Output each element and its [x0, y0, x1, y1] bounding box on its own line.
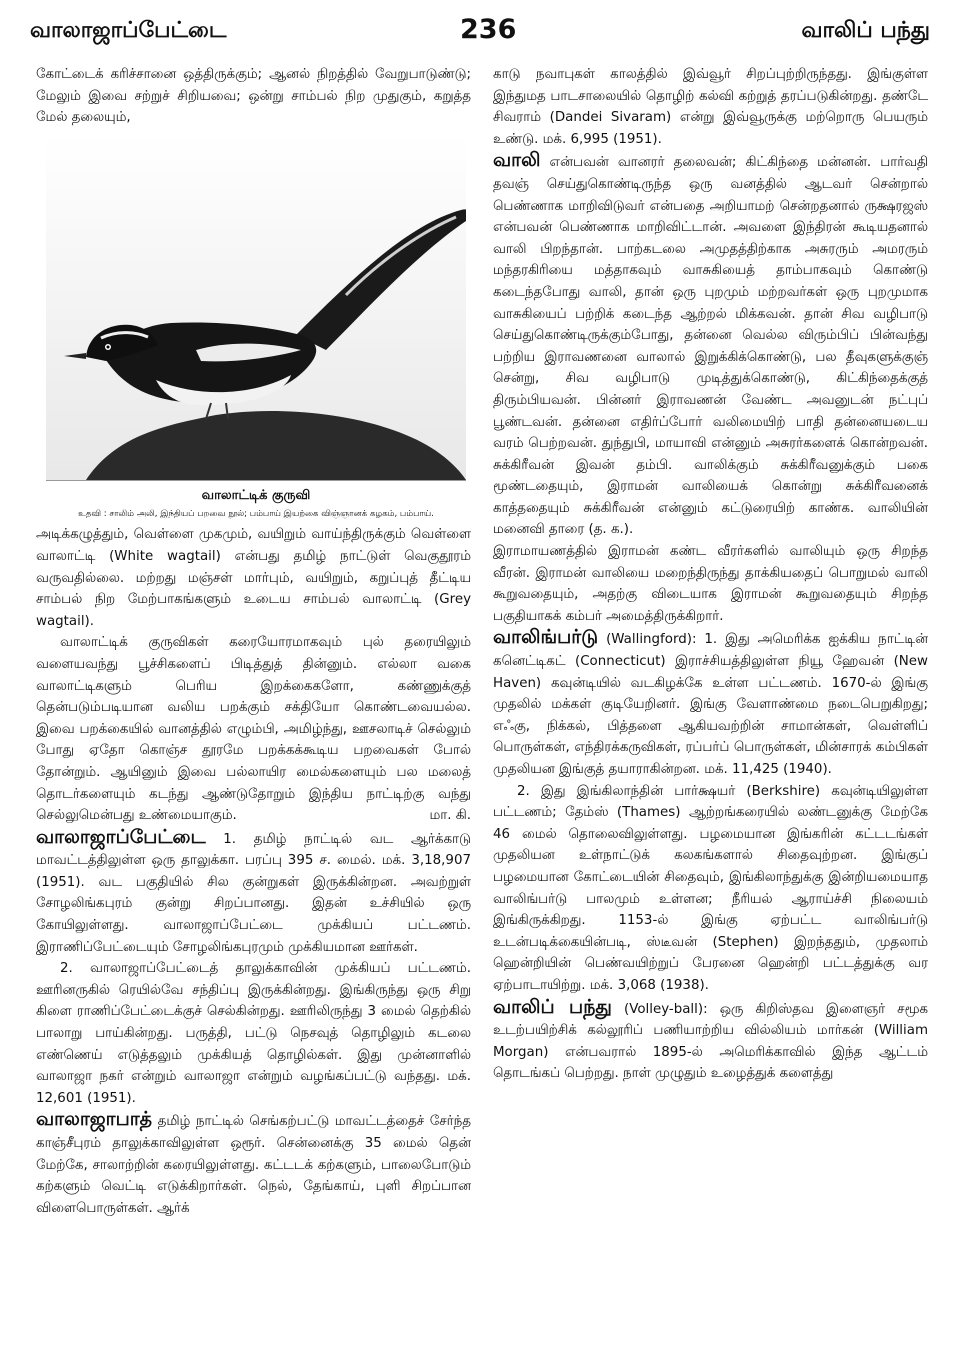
intro-paragraph: கோட்டைக் கரிச்சானை ஒத்திருக்கும்; ஆனல் நிறத்தில் வேறுபாடுண்டு; மேலும் இவை சற்றுச் சிறியவை; ஒன்று சாம்பல் நிற முதுகும், கறுத்த மேல் தலையும்,: [36, 67, 471, 126]
paragraph-wagtail-habits: [36, 632, 471, 826]
figure-credit: உதவி : சாலிம் அலி, இந்தியப் பறவை நூல்; பம்பாய் இயற்கை விஞ்ஞானக் கழகம், பம்பாய்.: [78, 509, 434, 520]
entry-text: (Wallingford): 1. இது அமெரிக்க ஐக்கிய நாட்டின் கனெட்டிகட் (Connecticut) இராச்சியத்திலுள்ள நியூ ஹேவன் (New Haven) கவுன்டியில் வடகிழக்கே உள்ள பட்டணம். 1670-ல் இங்கு முதலில் மக்கள் குடியேறினர். இங்கு வேளாண்மை நடைபெறுகிறது; எஃகு, நிக்கல், பித்தளை ஆகியவற்றின் சாமான்கள், வெள்ளிப் பொருள்கள், எந்திரக்கருவிகள், ரப்பர்ப் பொருள்கள், மின்சாரக் கம்பிகள் முதலியன இங்குத் தயாராகின்றன. மக். 11,425 (1940).: [493, 632, 928, 777]
entry-headword: வாலாஜாப்பேட்டை: [36, 825, 206, 848]
entry-vali: [493, 150, 928, 541]
figure-caption: வாலாட்டிக் குருவி: [201, 487, 311, 503]
bird-figure: [46, 135, 466, 521]
entry-headword: வாலிப் பந்து: [493, 995, 612, 1018]
entry-walajabad: [36, 1109, 471, 1219]
running-head-left: வாலாஜாப்பேட்டை: [30, 18, 227, 43]
right-column: [493, 64, 928, 1085]
page-header: [30, 14, 930, 54]
entry-walajabad-continued: காடு நவாபுகள் காலத்தில் இவ்வூர் சிறப்புற்றிருந்தது. இங்குள்ள இந்துமத பாடசாலையில் தொழிற் கல்வி கற்றுத் தரப்படுகின்றது. தண்டே சிவராம் (Dandei Sivaram) என்று இவ்வூருக்கு மற்றொரு பெயரும் உண்டு. மக். 6,995 (1951).: [493, 67, 928, 147]
entry-wallingford-england: 2. இது இங்கிலாந்தின் பார்க்ஷயர் (Berkshire) கவுன்டியிலுள்ள பட்டணம்; தேம்ஸ் (Thames) ஆற்றங்கரையில் லண்டனுக்கு மேற்கே 46 மைல் தொலைவிலுள்ளது. பழமையான இங்கரின் கட்டடங்கள் முதலியன உள்நாட்டுக் கலகங்களால் சிதைவுற்றன. இங்குப் பழமையான கோட்டையின் சிதைவும், இங்கிலாந்துக்கு இன்றியமையாத வாலிங்பர்டு பாலமும் உள்ளன; நீரியல் ஆராய்ச்சி நிலையம் இங்கிருக்கிறது. 1153-ல் இங்கு ஏற்பட்ட வாலிங்பர்டு உடன்படிக்கையின்படி, ஸ்டீவன் (Stephen) இறந்ததும், முதலாம் ஹென்றியின் பெண்வயிற்றுப் பேரனை ஹென்றி பட்டத்துக்கு வர ஏற்பாடாயிற்று. மக். 3,068 (1938).: [493, 783, 928, 993]
entry-walajapet: [36, 827, 471, 959]
page-number: 236: [460, 14, 517, 45]
author-signature: மா. கி.: [429, 808, 471, 824]
entry-wallingford: [493, 627, 928, 780]
wagtail-bird-image: [46, 135, 466, 480]
entry-text: தமிழ் நாட்டில் செங்கற்பட்டு மாவட்டத்தைச் சேர்ந்த காஞ்சீபுரம் தாலுக்காவிலுள்ள ஒரூர். சென்னைக்கு 35 மைல் தென் மேற்கே, சாலாற்றின் கரையிலுள்ளது. கட்டடக் கற்களும், பாலைபோடும் கற்களும் வெட்டி எடுக்கிறார்கள். நெல், தேங்காய், புளி சிறப்பான விளைபொருள்கள். ஆர்க்: [36, 1114, 471, 1216]
entry-text: 1. தமிழ் நாட்டில் வட ஆர்க்காடு மாவட்டத்திலுள்ள ஒரு தாலுக்கா. பரப்பு 395 ச. மைல். மக். 3,18,907 (1951). வட பகுதியில் சில குன்றுகள் இருக்கின்றன. அவற்றுள் சோழலிங்கபுரம் குன்று சிறப்பானது. இதன் உச்சியில் ஒரு கோயிலுள்ளது. வாலாஜாப்பேட்டை முக்கியப் பட்டணம். இராணிப்பேட்டையும் சோழலிங்கபுரமும் முக்கியமான ஊர்கள்.: [36, 831, 471, 955]
entry-text: என்பவன் வானரர் தலைவன்; கிட்கிந்தை மன்னன். பார்வதி தவஞ் செய்துகொண்டிருந்த ஒரு வனத்தில் ஆடவர் சென்றால் பெண்ணாக மாறிவிடுவர் என்பதை அறியாமற் சென்றதனால் ருக்ஷரஜஸ் என்பவன் பெண்ணாக மாறிவிட்டான். அவளை இந்திரன் கூடியதனால் வாலி பிறந்தான். பாற்கடலை அமுதத்திற்காக அசுரரும் அமரரும் மந்தரகிரியை மத்தாகவும் வாசுகியைத் தாம்பாகவும் கொண்டு கடைந்தபோது வாலி, தான் ஒரு புறமும் மற்றவர்கள் ஒரு புறமுமாக வாசுகியைப் பற்றிக் கடைந்த ஆற்றல் மிக்கவன். தான் சிவ வழிபாடு செய்துகொண்டிருக்கும்போது, தன்னை வெல்ல விரும்பிப் பின்வந்து பற்றிய இராவணனை வாலால் இறுக்கிக்கொண்டு, பல தீவுகளுக்குஞ் சென்று, சிவ வழிபாடு முடித்துக்கொண்டு, கிட்கிந்தைக்குத் திரும்பியவன். பின்னர் இராவணன் வேண்ட அவனுடன் நட்புப் பூண்டவன். தன்னை எதிர்ப்போர் வலிமையிற் பாதி தன்னையடைய வரம் பெற்றவன். துந்துபி, மாயாவி என்னும் அசுரர்களைக் கொன்றவன். சுக்கிரீவன் இவன் தம்பி. வாலிக்கும் சுக்கிரீவனுக்கும் பகை மூண்டதையும், இராமன் வாலியைக் கொன்று சுக்கிரீவனைக் காத்ததையும் சுக்கிரீவன் என்னும் கட்டுரையிற் காண்க. வாலியின் மனைவி தாரை (த. க.).: [493, 155, 928, 538]
entry-walajapet-town: 2. வாலாஜாப்பேட்டைத் தாலுக்காவின் முக்கியப் பட்டணம். ஊரினருகில் ரெயில்வே சந்திப்பு இருக்கின்றது. இங்கிருந்து ஒரு சிறு கிளை ராணிப்பேட்டைக்குச் செல்கின்றது. ஊரிலிருந்து 3 மைல் தெற்கில் பாலாறு பாய்கின்றது. பருத்தி, பட்டு நெசவுத் தொழிலும் கடலை எண்ணெய் எடுத்தலும் முக்கியத் தொழில்கள். இது முன்னாளில் வாலாஜா நகர் என்றும் வாலாஜா என்றும் வழங்கப்பட்டு வந்தது. மக். 12,601 (1951).: [36, 961, 471, 1106]
entry-headword: வாலாஜாபாத்: [36, 1108, 153, 1131]
entry-volleyball: [493, 997, 928, 1085]
entry-headword: வாலி: [493, 149, 541, 172]
wagtail-illustration: [46, 135, 466, 481]
running-head-right: வாலிப் பந்து: [801, 18, 930, 43]
paragraph-wagtail-types: அடிக்கழுத்தும், வெள்ளை முகமும், வயிறும் வாய்ந்திருக்கும் வெள்ளை வாலாட்டி (White wagtail) என்பது தமிழ் நாட்டுள் வெகுதூரம் வருவதில்லை. மற்றது மஞ்சள் மார்பும், வயிறும், கறுப்புத் தீட்டிய சாம்பல் நிற மேற்பாகங்களும் உடைய சாம்பல் வாலாட்டி (Grey wagtail).: [36, 527, 471, 629]
entry-vali-ramayana: இராமாயணத்தில் இராமன் கண்ட வீரர்களில் வாலியும் ஒரு சிறந்த வீரன். இராமன் வாலியை மறைந்திருந்து தாக்கியதைப் பொறுமல் வாலி கூறுவதையும், அதற்கு விடையாக இராமன் கூறுவதையும் சிறந்த பகுதியாகக் கம்பர் அமைத்திருக்கிறார்.: [493, 544, 928, 624]
paragraph-wagtail-habits-text: வாலாட்டிக் குருவிகள் கரையோரமாகவும் புல் தரையிலும் வளையவந்து பூச்சிகளைப் பிடித்துத் தின்னும். எல்லா வகை வாலாட்டிகளும் பெரிய இறக்கைகளோ, கண்ணுக்குத் தென்படும்படியான வலிய பறக்கும் சக்தியோ கொண்டவையல்ல. இவை பறக்கையில் வானத்தில் எழும்பி, அமிழ்ந்து, ஊசலாடிச் செல்லும் போது ஏதோ கொஞ்ச தூரமே பறக்கக்கூடிய பறவைகள் போல் தோன்றும். ஆயினும் இவை பல்லாயிர மைல்களையும் பல மலைத் தொடர்களையும் கடந்து ஆண்டுதோறும் இந்திய நாட்டிற்கு வந்து செல்லுமென்பது உண்மையாகும்.: [36, 635, 471, 824]
left-column: [36, 64, 471, 1219]
entry-text: (Volley-ball): ஒரு கிறிஸ்தவ இளைஞர் சமூக உடற்பயிற்சிக் கல்லூரிப் பணியாற்றிய வில்லியம் மார்கன் (William Morgan) என்பவரால் 1895-ல் அமெரிக்காவில் இந்த ஆட்டம் தொடங்கப் பெற்றது. நாள் முழுதும் உழைத்துக் களைத்து: [493, 1001, 928, 1082]
entry-headword: வாலிங்பர்டு: [493, 626, 599, 649]
